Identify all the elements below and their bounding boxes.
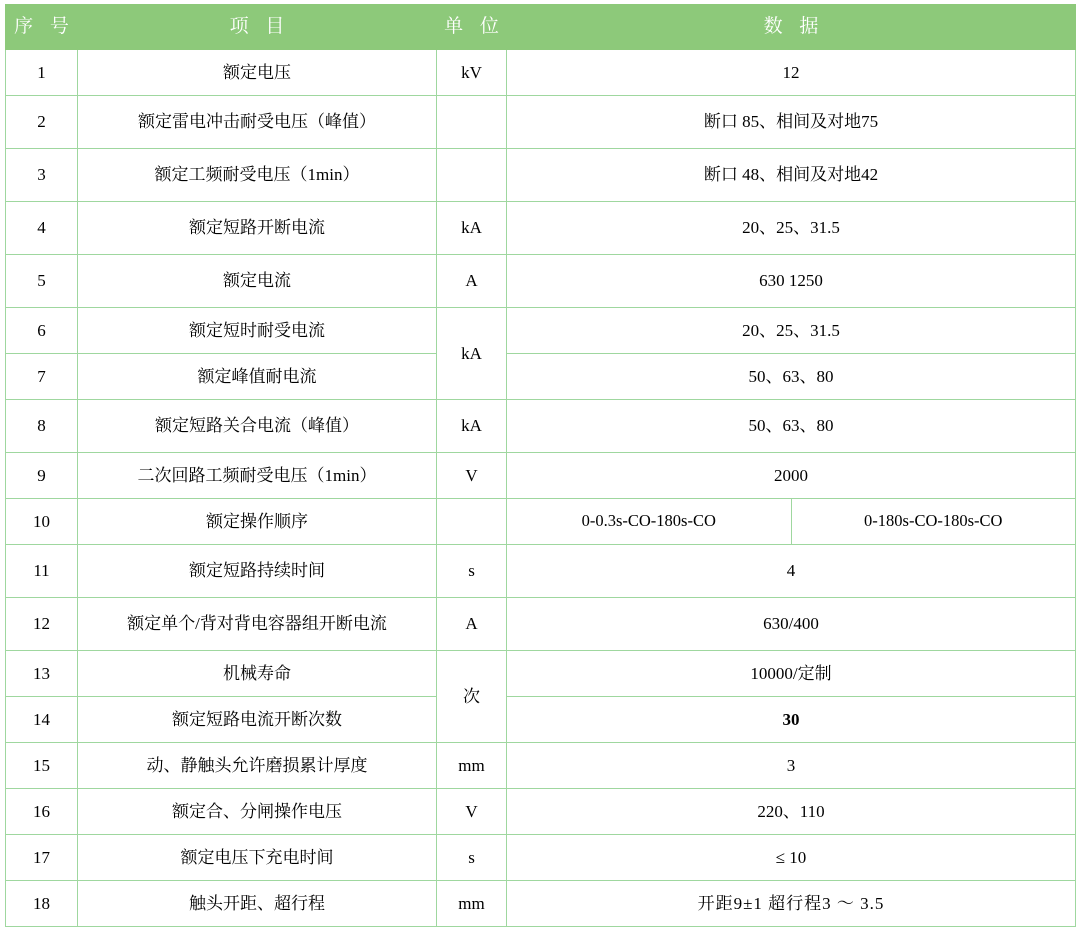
row-data: 20、25、31.5 xyxy=(507,202,1076,255)
row-data: 50、63、80 xyxy=(507,354,1076,400)
row-item: 额定电流 xyxy=(78,255,437,308)
row-no: 15 xyxy=(6,743,78,789)
row-item: 额定雷电冲击耐受电压（峰值） xyxy=(78,96,437,149)
row-data: 2000 xyxy=(507,453,1076,499)
row-data: 10000/定制 xyxy=(507,651,1076,697)
table-row xyxy=(6,789,1076,835)
row-item: 额定短路关合电流（峰值） xyxy=(78,400,437,453)
row-item: 额定短路电流开断次数 xyxy=(78,697,437,743)
row-item: 额定电压 xyxy=(78,50,437,96)
table-row xyxy=(6,499,1076,545)
row-data: 30 xyxy=(507,697,1076,743)
table-row xyxy=(6,697,1076,743)
row-unit: A xyxy=(437,598,507,651)
column-header-item: 项 目 xyxy=(78,5,437,50)
row-unit: V xyxy=(437,789,507,835)
row-unit: 次 xyxy=(437,651,507,743)
row-item: 额定峰值耐电流 xyxy=(78,354,437,400)
row-data: 4 xyxy=(507,545,1076,598)
row-unit xyxy=(437,499,507,545)
table-row xyxy=(6,255,1076,308)
table-row xyxy=(6,50,1076,96)
row-no: 10 xyxy=(6,499,78,545)
row-item: 额定短时耐受电流 xyxy=(78,308,437,354)
row-data: 50、63、80 xyxy=(507,400,1076,453)
table-row xyxy=(6,881,1076,927)
row-item: 额定短路开断电流 xyxy=(78,202,437,255)
row-no: 12 xyxy=(6,598,78,651)
table-row xyxy=(6,354,1076,400)
row-unit: A xyxy=(437,255,507,308)
technical-parameters-table xyxy=(5,4,1076,927)
row-data-left: 0-0.3s-CO-180s-CO xyxy=(507,499,792,544)
row-no: 4 xyxy=(6,202,78,255)
row-item: 二次回路工频耐受电压（1min） xyxy=(78,453,437,499)
row-unit: kV xyxy=(437,50,507,96)
row-no: 17 xyxy=(6,835,78,881)
table-row xyxy=(6,743,1076,789)
row-no: 16 xyxy=(6,789,78,835)
row-unit: V xyxy=(437,453,507,499)
row-unit: mm xyxy=(437,743,507,789)
column-header-unit: 单 位 xyxy=(437,5,507,50)
table-header-row xyxy=(6,5,1076,50)
column-header-no: 序 号 xyxy=(6,5,78,50)
table-body xyxy=(6,50,1076,927)
row-no: 8 xyxy=(6,400,78,453)
row-data: 630/400 xyxy=(507,598,1076,651)
row-unit: s xyxy=(437,835,507,881)
table-row xyxy=(6,202,1076,255)
table-row xyxy=(6,598,1076,651)
row-no: 2 xyxy=(6,96,78,149)
row-no: 1 xyxy=(6,50,78,96)
row-unit xyxy=(437,96,507,149)
row-unit: kA xyxy=(437,400,507,453)
row-data: ≤ 10 xyxy=(507,835,1076,881)
row-no: 6 xyxy=(6,308,78,354)
row-data-split xyxy=(507,499,1076,545)
row-data: 12 xyxy=(507,50,1076,96)
row-data-right: 0-180s-CO-180s-CO xyxy=(864,511,1003,531)
row-data: 开距9±1 超行程3 ～ 3.5 xyxy=(507,881,1076,927)
table-row xyxy=(6,453,1076,499)
row-unit: kA xyxy=(437,202,507,255)
table-row xyxy=(6,835,1076,881)
row-unit xyxy=(437,149,507,202)
row-item: 额定操作顺序 xyxy=(78,499,437,545)
row-data: 630 1250 xyxy=(507,255,1076,308)
table-row xyxy=(6,651,1076,697)
row-unit: s xyxy=(437,545,507,598)
row-item: 触头开距、超行程 xyxy=(78,881,437,927)
row-item: 动、静触头允许磨损累计厚度 xyxy=(78,743,437,789)
row-no: 9 xyxy=(6,453,78,499)
table-row xyxy=(6,545,1076,598)
row-no: 13 xyxy=(6,651,78,697)
row-unit: mm xyxy=(437,881,507,927)
row-data: 断口 85、相间及对地75 xyxy=(507,96,1076,149)
row-no: 5 xyxy=(6,255,78,308)
column-header-data: 数 据 xyxy=(507,5,1076,50)
row-item: 额定合、分闸操作电压 xyxy=(78,789,437,835)
row-unit: kA xyxy=(437,308,507,400)
table-header xyxy=(6,5,1076,50)
row-no: 11 xyxy=(6,545,78,598)
table-row xyxy=(6,149,1076,202)
row-data: 20、25、31.5 xyxy=(507,308,1076,354)
table-row xyxy=(6,308,1076,354)
table-row xyxy=(6,96,1076,149)
table-row xyxy=(6,400,1076,453)
row-item: 额定工频耐受电压（1min） xyxy=(78,149,437,202)
row-item: 额定单个/背对背电容器组开断电流 xyxy=(78,598,437,651)
row-item: 额定电压下充电时间 xyxy=(78,835,437,881)
row-data: 3 xyxy=(507,743,1076,789)
row-item: 额定短路持续时间 xyxy=(78,545,437,598)
row-item: 机械寿命 xyxy=(78,651,437,697)
row-data: 断口 48、相间及对地42 xyxy=(507,149,1076,202)
row-no: 7 xyxy=(6,354,78,400)
row-no: 14 xyxy=(6,697,78,743)
row-no: 3 xyxy=(6,149,78,202)
row-data: 220、110 xyxy=(507,789,1076,835)
row-no: 18 xyxy=(6,881,78,927)
